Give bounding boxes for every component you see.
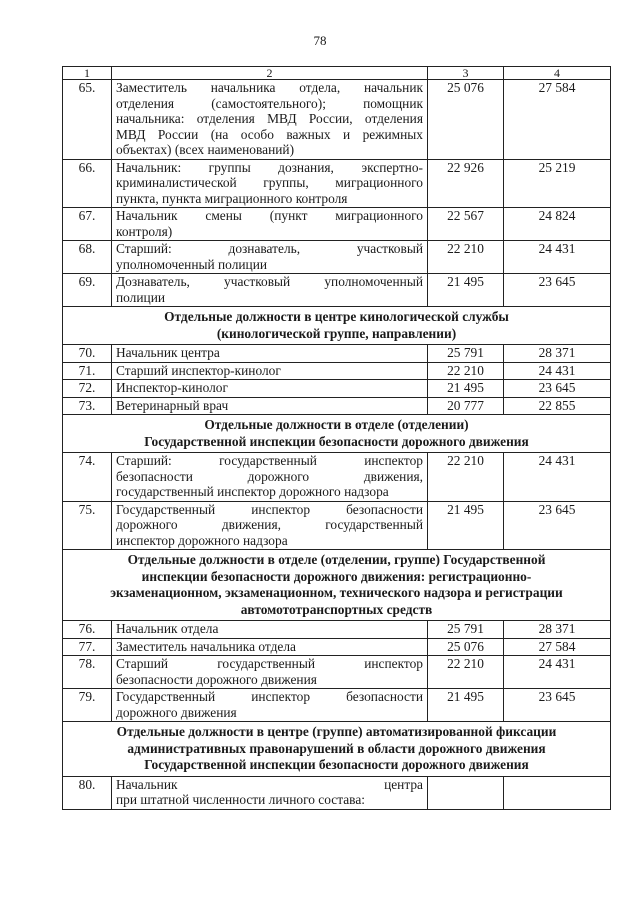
position-title-line: МВД России (на особо важных и режимных bbox=[116, 126, 423, 142]
position-title-line: дорожного движения bbox=[116, 704, 237, 720]
section-heading-line: инспекции безопасности дорожного движения: регистрационно- bbox=[141, 568, 532, 584]
position-title bbox=[112, 362, 428, 380]
salary-value-col3: 21 495 bbox=[428, 274, 504, 307]
section-heading-line: (кинологической группе, направлении) bbox=[216, 325, 457, 341]
row-number: 72. bbox=[63, 380, 112, 398]
position-title-line: объектах) (всех наименований) bbox=[116, 142, 295, 157]
salary-table-body bbox=[63, 67, 611, 810]
salary-value-col4: 23 645 bbox=[504, 380, 611, 398]
section-heading bbox=[63, 722, 611, 777]
salary-value-col4: 24 431 bbox=[504, 362, 611, 380]
position-title-line: Старший государственный инспектор bbox=[116, 656, 423, 671]
position-title-line: Начальник центра bbox=[116, 345, 220, 360]
salary-value-col4: 28 371 bbox=[504, 621, 611, 639]
position-title bbox=[112, 380, 428, 398]
position-title-line: Заместитель начальника отдела bbox=[116, 638, 296, 654]
row-number: 71. bbox=[63, 362, 112, 380]
table-row bbox=[63, 621, 611, 639]
salary-value-col4: 27 584 bbox=[504, 638, 611, 656]
salary-value-col3: 21 495 bbox=[428, 380, 504, 398]
salary-value-col4 bbox=[504, 776, 611, 809]
position-title bbox=[112, 397, 428, 415]
position-title-line: безопасности дорожного движения bbox=[116, 671, 317, 687]
salary-value-col4: 23 645 bbox=[504, 501, 611, 550]
column-number-header: 2 bbox=[112, 67, 428, 80]
position-title-line: пункта, пункта миграционного контроля bbox=[116, 190, 348, 206]
position-title bbox=[112, 345, 428, 363]
row-number: 67. bbox=[63, 208, 112, 241]
salary-value-col3: 22 926 bbox=[428, 159, 504, 208]
table-row bbox=[63, 274, 611, 307]
row-number: 66. bbox=[63, 159, 112, 208]
column-number-header: 1 bbox=[63, 67, 112, 80]
salary-value-col4: 22 855 bbox=[504, 397, 611, 415]
salary-value-col3: 25 076 bbox=[428, 638, 504, 656]
row-number: 78. bbox=[63, 656, 112, 689]
position-title-line: контроля) bbox=[116, 223, 173, 239]
salary-table bbox=[62, 66, 611, 810]
salary-value-col3: 25 791 bbox=[428, 345, 504, 363]
position-title bbox=[112, 776, 428, 809]
position-title-line: Государственный инспектор безопасности bbox=[116, 501, 423, 517]
section-heading-line: Отдельные должности в отделе (отделении, группе) Государственной bbox=[127, 552, 546, 567]
position-title-line: Старший инспектор-кинолог bbox=[116, 362, 281, 378]
salary-value-col4: 23 645 bbox=[504, 689, 611, 722]
table-row bbox=[63, 208, 611, 241]
position-title-line: Ветеринарный врач bbox=[116, 397, 229, 413]
position-title-line: инспектор дорожного надзора bbox=[116, 532, 288, 548]
salary-value-col3: 22 210 bbox=[428, 362, 504, 380]
position-title-line: Начальник смены (пункт миграционного bbox=[116, 208, 423, 223]
salary-value-col3: 22 210 bbox=[428, 453, 504, 502]
position-title-line: криминалистической группы, миграционного bbox=[116, 175, 423, 190]
salary-value-col3: 20 777 bbox=[428, 397, 504, 415]
position-title-line: отделения (самостоятельного); помощник bbox=[116, 95, 423, 111]
position-title bbox=[112, 621, 428, 639]
row-number: 74. bbox=[63, 453, 112, 502]
row-number: 69. bbox=[63, 274, 112, 307]
row-number: 68. bbox=[63, 241, 112, 274]
position-title bbox=[112, 689, 428, 722]
salary-value-col3: 21 495 bbox=[428, 689, 504, 722]
salary-value-col3: 25 791 bbox=[428, 621, 504, 639]
table-row bbox=[63, 241, 611, 274]
salary-value-col4: 24 431 bbox=[504, 453, 611, 502]
section-heading-line: Отдельные должности в центре (группе) автоматизированной фиксации bbox=[116, 724, 557, 739]
position-title bbox=[112, 241, 428, 274]
position-title-line: Инспектор-кинолог bbox=[116, 380, 228, 395]
salary-value-col3: 22 210 bbox=[428, 656, 504, 689]
row-number: 75. bbox=[63, 501, 112, 550]
section-heading-line: административных правонарушений в области дорожного движения bbox=[127, 740, 546, 756]
position-title-line: безопасности дорожного движения, bbox=[116, 468, 423, 484]
table-row bbox=[63, 656, 611, 689]
position-title bbox=[112, 80, 428, 160]
position-title-line: начальника: отделения МВД России, отделения bbox=[116, 111, 423, 126]
row-number: 79. bbox=[63, 689, 112, 722]
section-heading-row bbox=[63, 722, 611, 777]
position-title-line: государственный инспектор дорожного надзора bbox=[116, 484, 389, 499]
position-title bbox=[112, 159, 428, 208]
position-title-line: Начальник отдела bbox=[116, 621, 219, 636]
table-row bbox=[63, 776, 611, 809]
table-row bbox=[63, 638, 611, 656]
row-number: 73. bbox=[63, 397, 112, 415]
position-title-line: Дознаватель, участковый уполномоченный bbox=[116, 274, 423, 289]
salary-value-col3: 25 076 bbox=[428, 80, 504, 160]
salary-value-col4: 24 431 bbox=[504, 656, 611, 689]
salary-value-col3: 22 210 bbox=[428, 241, 504, 274]
section-heading-row bbox=[63, 415, 611, 453]
section-heading bbox=[63, 307, 611, 345]
salary-value-col3 bbox=[428, 776, 504, 809]
page-number: 78 bbox=[313, 33, 327, 48]
position-title-line: Государственный инспектор безопасности bbox=[116, 689, 423, 704]
salary-value-col4: 25 219 bbox=[504, 159, 611, 208]
table-row bbox=[63, 397, 611, 415]
row-number: 76. bbox=[63, 621, 112, 639]
position-title-line: Начальник: группы дознания, экспертно- bbox=[116, 159, 423, 175]
table-row bbox=[63, 453, 611, 502]
column-number-header: 3 bbox=[428, 67, 504, 80]
position-title-line: Старший: дознаватель, участковый bbox=[116, 241, 423, 256]
position-title-line: полиции bbox=[116, 289, 166, 305]
position-title bbox=[112, 656, 428, 689]
section-heading bbox=[63, 415, 611, 453]
table-row bbox=[63, 689, 611, 722]
table-row bbox=[63, 80, 611, 160]
position-title bbox=[112, 208, 428, 241]
section-heading-line: автомототранспортных средств bbox=[240, 601, 433, 617]
table-row bbox=[63, 362, 611, 380]
section-heading-row bbox=[63, 307, 611, 345]
section-heading-line: Государственной инспекции безопасности дорожного движения bbox=[144, 433, 529, 449]
salary-value-col3: 21 495 bbox=[428, 501, 504, 550]
section-heading-line: Государственной инспекции безопасности дорожного движения bbox=[144, 757, 529, 772]
position-title-line: дорожного движения, государственный bbox=[116, 517, 423, 532]
salary-value-col4: 27 584 bbox=[504, 80, 611, 160]
position-title bbox=[112, 638, 428, 656]
position-title bbox=[112, 274, 428, 307]
salary-value-col4: 24 824 bbox=[504, 208, 611, 241]
salary-value-col4: 23 645 bbox=[504, 274, 611, 307]
position-title-line: Заместитель начальника отдела, начальник bbox=[116, 80, 423, 95]
section-heading-line: Отдельные должности в центре кинологической службы bbox=[164, 309, 509, 324]
section-heading-row bbox=[63, 550, 611, 621]
row-number: 70. bbox=[63, 345, 112, 363]
position-title bbox=[112, 453, 428, 502]
table-row bbox=[63, 380, 611, 398]
position-title-line: при штатной численности личного состава: bbox=[116, 792, 365, 807]
salary-value-col3: 22 567 bbox=[428, 208, 504, 241]
column-number-header: 4 bbox=[504, 67, 611, 80]
position-title-line: Старший: государственный инспектор bbox=[116, 453, 423, 468]
row-number: 65. bbox=[63, 80, 112, 160]
salary-value-col4: 24 431 bbox=[504, 241, 611, 274]
column-number-row bbox=[63, 67, 611, 80]
salary-value-col4: 28 371 bbox=[504, 345, 611, 363]
table-row bbox=[63, 159, 611, 208]
position-title-line: Начальник центра bbox=[116, 776, 423, 792]
table-row bbox=[63, 345, 611, 363]
section-heading-line: экзаменационном, экзаменационном, технического надзора и регистрации bbox=[110, 585, 563, 600]
position-title bbox=[112, 501, 428, 550]
section-heading bbox=[63, 550, 611, 621]
row-number: 77. bbox=[63, 638, 112, 656]
section-heading-line: Отдельные должности в отделе (отделении) bbox=[204, 417, 469, 432]
table-row bbox=[63, 501, 611, 550]
position-title-line: уполномоченный полиции bbox=[116, 256, 268, 272]
row-number: 80. bbox=[63, 776, 112, 809]
